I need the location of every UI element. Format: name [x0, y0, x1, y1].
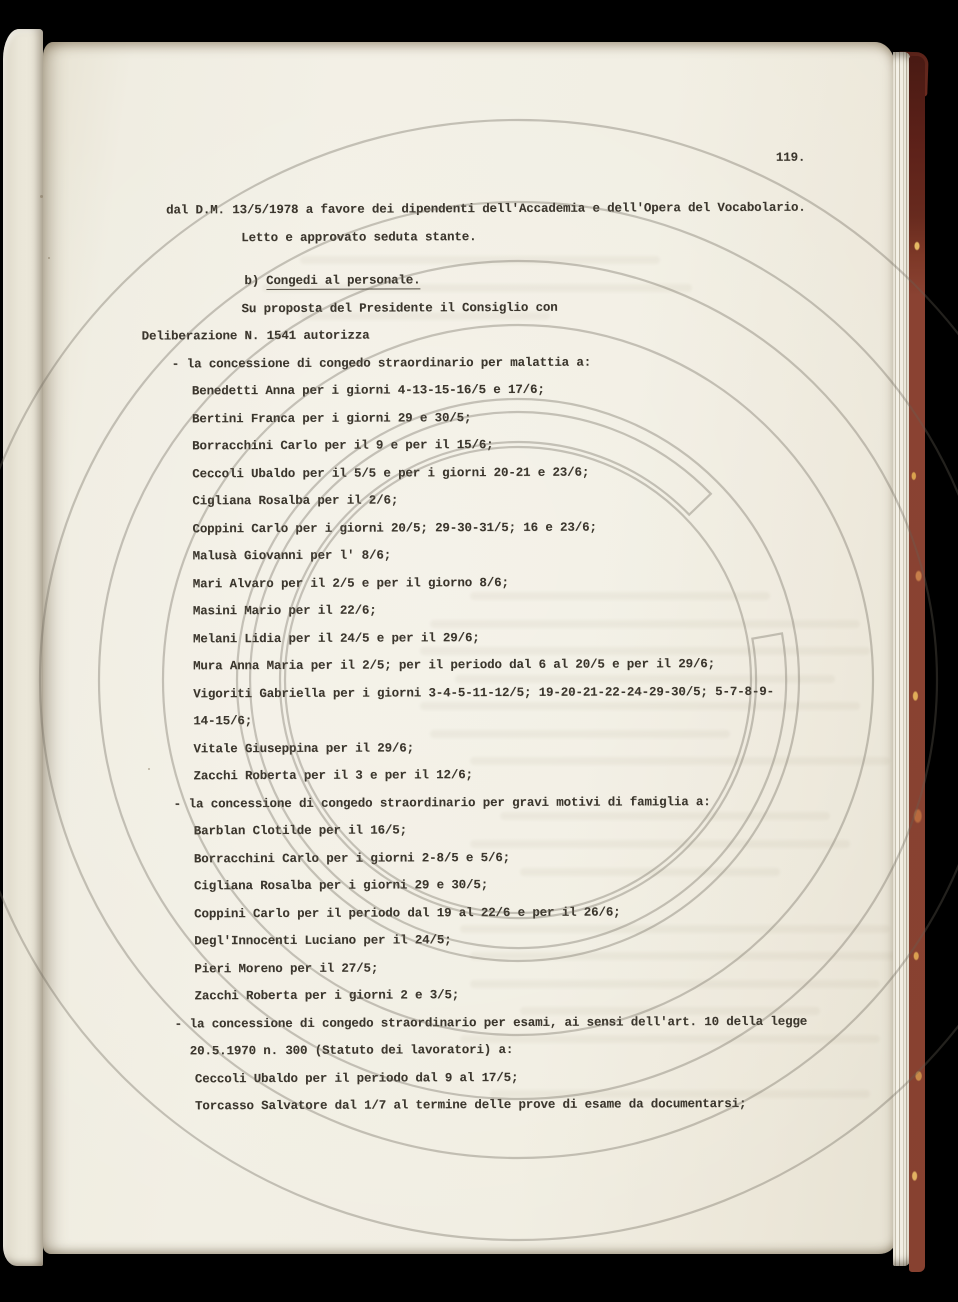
leave-list-intro-text: la concessione di congedo straordinario per gravi motivi di famiglia a: [188, 794, 711, 811]
leave-entry-line: Vitale Giuseppina per il 29/6; [193, 740, 415, 756]
leave-entry-line: Vigoriti Gabriella per i giorni 3-4-5-11-12/5; 19-20-21-22-24-29-30/5; 5-7-8-9- 14-15/6; [193, 684, 774, 729]
list-dash-marker: - [171, 356, 180, 371]
section-heading [244, 265, 956, 296]
leave-entry-line: Zacchi Roberta per i giorni 2 e 3/5; [194, 988, 460, 1004]
leave-entry-line: Cigliana Rosalba per i giorni 29 e 30/5; [193, 878, 489, 894]
leave-entry-line: Pieri Moreno per il 27/5; [194, 961, 379, 976]
list-dash-marker: - [174, 1016, 183, 1031]
leave-list-intro-text: la concessione di congedo straordinario per malattia a: [186, 355, 592, 371]
body-line: Letto e approvato seduta stante. [241, 229, 477, 245]
book-cover-edge [909, 56, 925, 1272]
leave-entry-line: Cigliana Rosalba per il 2/6; [192, 493, 399, 509]
section-heading-title: Congedi al personale. [266, 273, 421, 289]
leave-entry-line: Malusà Giovanni per l' 8/6; [192, 548, 392, 564]
text-column [0, 194, 958, 1122]
leave-entry-line: Ceccoli Ubaldo per il periodo dal 9 al 17/5; [194, 1070, 519, 1086]
leave-entry-line: Mari Alvaro per il 2/5 e per il giorno 8/6; [192, 575, 509, 591]
leave-entry-line: Mura Anna Maria per il 2/5; per il periodo dal 6 al 20/5 e per il 29/6; [193, 657, 716, 674]
leave-entry-line: Borracchini Carlo per i giorni 2-8/5 e 5/6; [193, 850, 511, 866]
leave-list [1, 788, 958, 1012]
leave-entry-line: Benedetti Anna per i giorni 4-13-15-16/5 e 17/6; [191, 382, 545, 399]
leave-lists [0, 348, 958, 1122]
body-line: Su proposta del Presidente il Consiglio con [241, 300, 558, 316]
leave-list-intro [171, 348, 957, 379]
page-edge-stack [893, 52, 910, 1266]
body-line: Deliberazione N. 1541 autorizza [141, 328, 370, 344]
leave-list-intro [173, 788, 958, 819]
leave-list-intro-text: la concessione di congedo straordinario per esami, ai sensi dell'art. 10 della legge 20.5.1970 n. 300 (Statuto dei lavoratori) a: [189, 1014, 808, 1059]
leave-entry-line: Barblan Clotilde per il 16/5; [193, 823, 408, 839]
body-line: dal D.M. 13/5/1978 a favore dei dipendenti dell'Accademia e dell'Opera del Vocabolario. [166, 200, 806, 218]
section-heading-prefix: b) [244, 274, 260, 289]
leave-entry-line: Bertini Franca per i giorni 29 e 30/5; [191, 410, 472, 426]
leave-entry-line: Borracchini Carlo per il 9 e per il 15/6; [192, 438, 494, 454]
leave-entry-line: Degl'Innocenti Luciano per il 24/5; [194, 933, 452, 949]
leave-list [2, 1007, 958, 1121]
leave-entry-line: Coppini Carlo per i giorni 20/5; 29-30-31/5; 16 e 23/6; [192, 520, 597, 536]
leave-list-intro [174, 1007, 958, 1065]
leave-list [0, 348, 958, 792]
leave-entry-line: Coppini Carlo per il periodo dal 19 al 22/6 e per il 26/6; [194, 904, 621, 921]
leave-entry-line: Ceccoli Ubaldo per il 5/5 e per i giorni 20-21 e 23/6; [192, 465, 590, 481]
list-dash-marker: - [173, 796, 182, 811]
leave-entry-line: Masini Mario per il 22/6; [192, 603, 377, 619]
leave-entry-line: Zacchi Roberta per il 3 e per il 12/6; [193, 768, 473, 784]
leave-entry-line: Torcasso Salvatore dal 1/7 al termine delle prove di esame da documentarsi; [194, 1096, 747, 1114]
page-number: 119. [775, 150, 806, 165]
leave-entry-line: Melani Lidia per il 24/5 e per il 29/6; [192, 630, 480, 646]
